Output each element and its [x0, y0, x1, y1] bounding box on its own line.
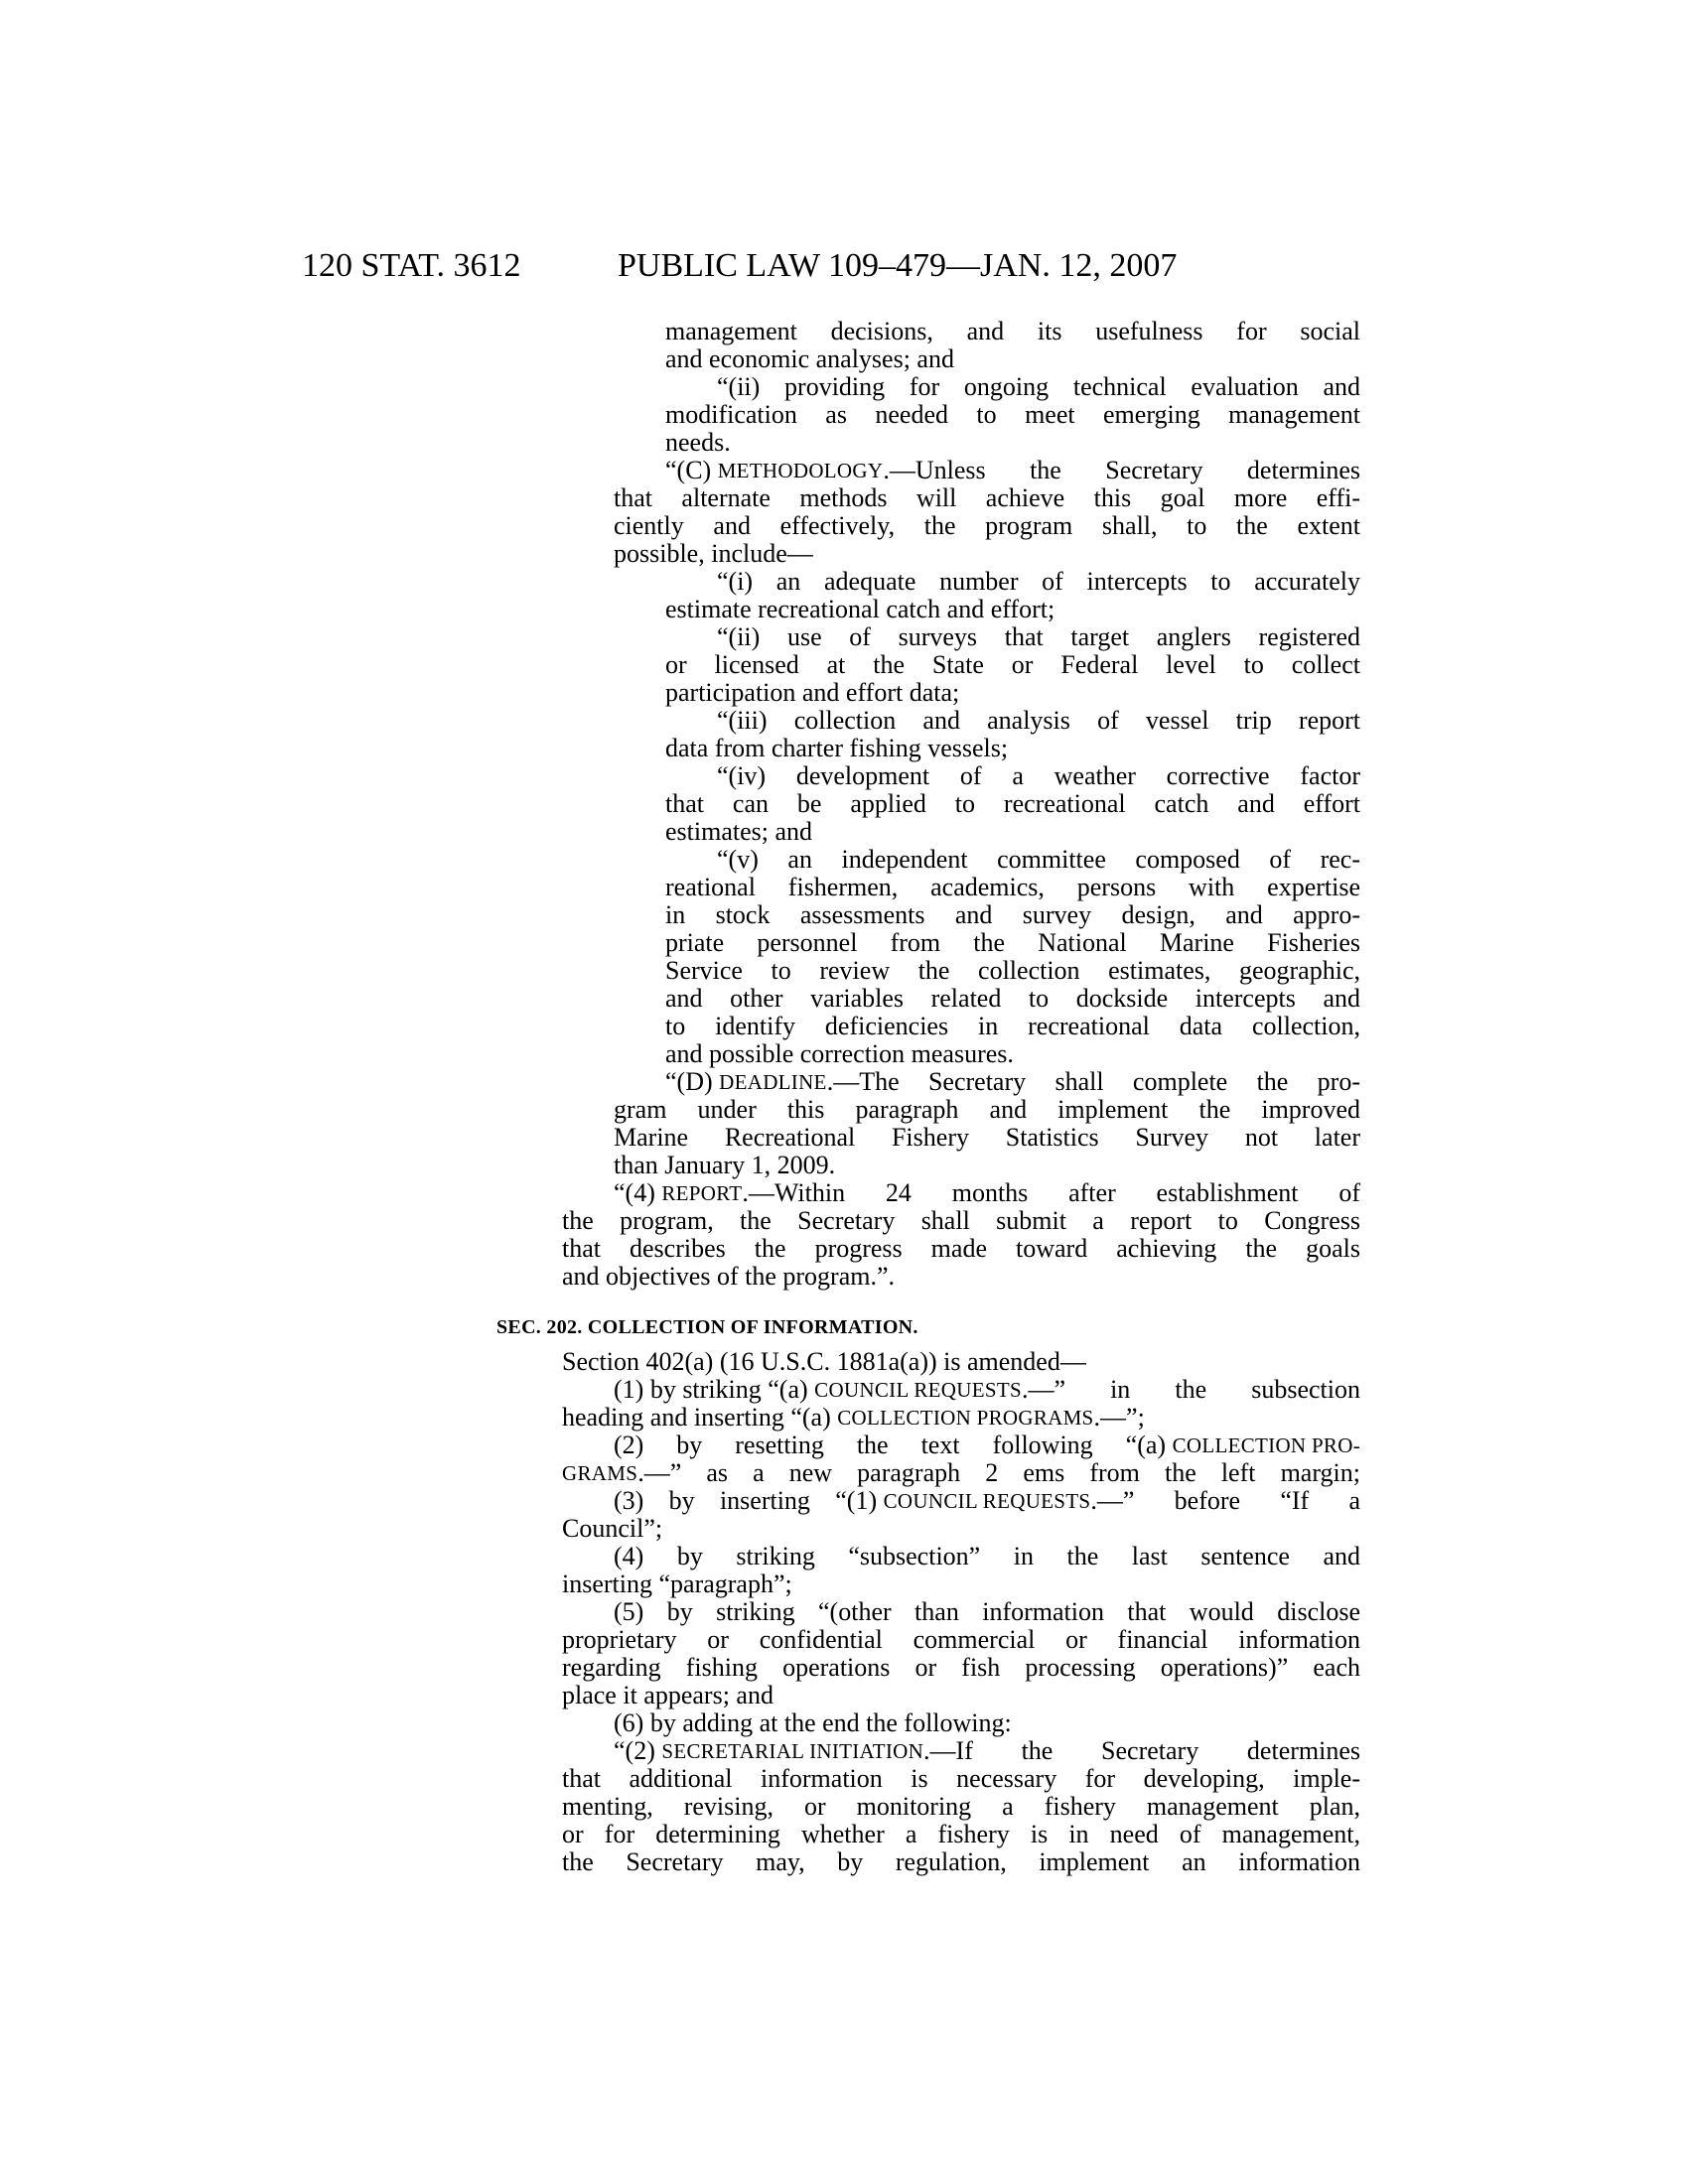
paragraph-heading: SECRETARIAL INITIATION — [661, 1739, 924, 1763]
text-line: management decisions, and its usefulness for social — [665, 318, 1360, 345]
text-line: needs. — [665, 429, 731, 457]
text-line: that can be applied to recreational catch and effort — [665, 790, 1360, 818]
text-line: or licensed at the State or Federal level to collect — [665, 651, 1360, 679]
text-line: possible, include— — [614, 540, 813, 568]
text-line: in stock assessments and survey design, and appro- — [665, 901, 1360, 929]
text-run: “(D) — [665, 1068, 720, 1096]
text-line: and objectives of the program.”. — [562, 1263, 895, 1291]
text-line: modification as needed to meet emerging management — [665, 401, 1360, 429]
text-line: inserting “paragraph”; — [562, 1570, 792, 1598]
text-run: heading and inserting “(a) — [562, 1404, 838, 1432]
text-run: .—The Secretary shall complete the pro- — [826, 1068, 1360, 1096]
text-line: Service to review the collection estimates, geographic, — [665, 957, 1360, 985]
text-line: regarding fishing operations or fish processing operations)” each — [562, 1654, 1360, 1682]
subparagraph-d-heading-line — [665, 1068, 1360, 1096]
text-line: than January 1, 2009. — [614, 1152, 836, 1179]
text-line: place it appears; and — [562, 1682, 774, 1709]
subparagraph-heading: DEADLINE — [719, 1070, 827, 1094]
subparagraph-c-heading-line — [665, 457, 1360, 484]
text-run: “(C) — [665, 457, 718, 484]
subparagraph-heading: METHODOLOGY — [717, 459, 884, 482]
text-run: .—” as a new paragraph 2 ems from the left margin; — [637, 1459, 1360, 1487]
paragraph-4-heading-line — [614, 1179, 1360, 1207]
amendment-line — [562, 1459, 1360, 1487]
text-run: “(4) — [614, 1179, 662, 1207]
text-line: “(iii) collection and analysis of vessel trip report — [717, 707, 1360, 735]
text-line: “(v) an independent committee composed of rec- — [717, 846, 1360, 874]
amendment-line — [562, 1404, 1145, 1432]
text-line: Council”; — [562, 1515, 663, 1543]
text-line: (4) by striking “subsection” in the last sentence and — [614, 1543, 1360, 1570]
paragraph-heading: REPORT — [661, 1181, 743, 1205]
text-line: data from charter fishing vessels; — [665, 735, 1009, 762]
text-run: .—Unless the Secretary determines — [883, 457, 1360, 484]
quoted-heading: COLLECTION PRO- — [1172, 1433, 1360, 1457]
text-line: and possible correction measures. — [665, 1040, 1014, 1068]
text-line: gram under this paragraph and implement the improved — [614, 1096, 1360, 1124]
text-line: participation and effort data; — [665, 679, 960, 707]
text-line: “(ii) providing for ongoing technical evaluation and — [717, 373, 1360, 401]
paragraph-2-heading-line — [614, 1737, 1360, 1765]
text-line: (6) by adding at the end the following: — [614, 1709, 1012, 1737]
text-run: (3) by inserting “(1) — [614, 1487, 884, 1515]
amendment-line — [614, 1432, 1360, 1459]
text-line: that describes the progress made toward achieving the goals — [562, 1235, 1360, 1263]
text-run: “(2) — [614, 1737, 662, 1765]
text-line: or for determining whether a fishery is in need of management, — [562, 1821, 1360, 1848]
text-line: estimates; and — [665, 818, 813, 846]
text-run: (1) by striking “(a) — [614, 1376, 815, 1404]
text-line: reational fishermen, academics, persons with expertise — [665, 874, 1360, 901]
text-run: (2) by resetting the text following “(a) — [614, 1432, 1173, 1459]
text-line: menting, revising, or monitoring a fishery management plan, — [562, 1793, 1360, 1821]
quoted-heading: GRAMS — [562, 1461, 638, 1485]
section-heading: SEC. 202. COLLECTION OF INFORMATION. — [496, 1316, 918, 1338]
statute-page-reference: 120 STAT. 3612 — [302, 247, 521, 284]
text-line: “(i) an adequate number of intercepts to accurately — [717, 568, 1360, 596]
text-line: the program, the Secretary shall submit a report to Congress — [562, 1207, 1360, 1235]
quoted-heading: COUNCIL REQUESTS — [883, 1489, 1091, 1513]
text-run: .—” in the subsection — [1021, 1376, 1360, 1404]
amendment-line — [614, 1376, 1360, 1404]
text-run: .—If the Secretary determines — [923, 1737, 1360, 1765]
text-line: ciently and effectively, the program shall, to the extent — [614, 512, 1360, 540]
text-line: that alternate methods will achieve this goal more effi- — [614, 484, 1360, 512]
text-run: .—Within 24 months after establishment of — [742, 1179, 1360, 1207]
text-line: and economic analyses; and — [665, 345, 954, 373]
text-line: “(ii) use of surveys that target anglers registered — [717, 623, 1360, 651]
text-line: and other variables related to dockside intercepts and — [665, 985, 1360, 1013]
text-line: to identify deficiencies in recreational data collection, — [665, 1013, 1360, 1040]
text-line: Section 402(a) (16 U.S.C. 1881a(a)) is amended— — [562, 1348, 1086, 1376]
text-line: (5) by striking “(other than information that would disclose — [614, 1598, 1360, 1626]
text-line: the Secretary may, by regulation, implement an information — [562, 1848, 1360, 1876]
text-line: Marine Recreational Fishery Statistics Survey not later — [614, 1124, 1360, 1152]
text-line: that additional information is necessary for developing, imple- — [562, 1765, 1360, 1793]
text-line: “(iv) development of a weather corrective factor — [717, 762, 1360, 790]
text-line: estimate recreational catch and effort; — [665, 596, 1055, 623]
text-line: priate personnel from the National Marine Fisheries — [665, 929, 1360, 957]
quoted-heading: COUNCIL REQUESTS — [814, 1378, 1022, 1402]
text-run: .—”; — [1093, 1404, 1145, 1432]
text-run: .—” before “If a — [1090, 1487, 1360, 1515]
public-law-title: PUBLIC LAW 109–479—JAN. 12, 2007 — [618, 247, 1178, 284]
amendment-line — [614, 1487, 1360, 1515]
quoted-heading: COLLECTION PROGRAMS — [837, 1406, 1094, 1430]
text-line: proprietary or confidential commercial or financial information — [562, 1626, 1360, 1654]
